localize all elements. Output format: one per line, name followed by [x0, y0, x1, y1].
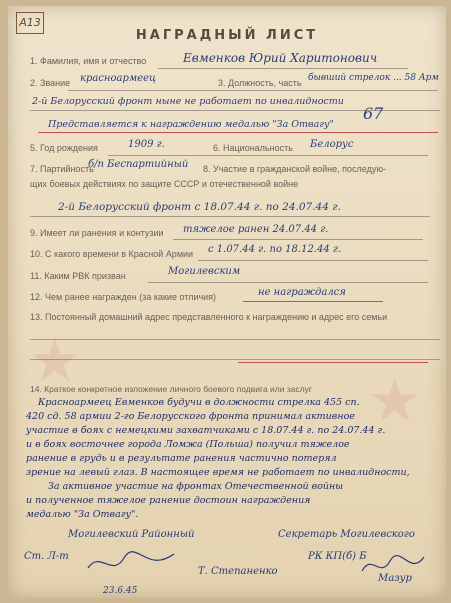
signature-scribble-right	[358, 551, 428, 581]
field-13-label: 13. Постоянный домашний адрес представленного к награждению и адрес его семьи	[30, 312, 388, 322]
field-5-6-rule	[108, 155, 428, 156]
field-13-rule-1	[30, 339, 440, 340]
narrative-line: Красноармеец Евменков будучи в должности стрелка 455 сп.	[38, 397, 360, 408]
field-3-rule-1	[68, 90, 438, 91]
field-2-value: красноармеец	[80, 73, 157, 84]
narrative-line: медалью "За Отвагу".	[26, 509, 139, 520]
field-11-rule	[148, 282, 428, 283]
field-3-red-underline	[38, 132, 438, 133]
award-sheet	[8, 6, 446, 598]
signature-scribble-left	[86, 544, 176, 580]
signature-right-name: Мазур	[378, 573, 412, 584]
field-1-label: 1. Фамилия, имя и отчество	[30, 56, 147, 66]
field-12-red-underline	[243, 301, 383, 302]
field-8-value: 2-й Белорусский фронт с 18.07.44 г. по 24.07.44 г.	[58, 201, 341, 213]
field-8-label-2: щих боевых действиях по защите СССР и отечественной войне	[30, 179, 299, 189]
field-6-value: Белорус	[310, 139, 354, 150]
field-9-rule	[173, 239, 423, 240]
field-13-rule-2	[30, 359, 440, 360]
field-3-value-3: Представляется к награждению медалью "За Отвагу"	[48, 119, 334, 130]
field-8-rule	[30, 216, 430, 217]
field-1-rule	[158, 68, 408, 69]
field-1-value: Евменков Юрий Харитонович	[183, 51, 378, 65]
field-7-value: б/п Беспартийный	[88, 159, 189, 170]
field-14-label: 14. Краткое конкретное изложение личного боевого подвига или заслуг	[30, 384, 313, 394]
signature-date: 23.6.45	[103, 586, 138, 596]
faint-star-stamp: ★	[28, 326, 82, 396]
field-2-label: 2. Звание	[30, 78, 71, 88]
field-9-value: тяжелое ранен 24.07.44 г.	[183, 224, 329, 235]
signature-left-title: Могилевский Районный	[68, 529, 195, 540]
faint-star-stamp-2: ★	[368, 366, 422, 436]
signature-left-name: Т. Степаненко	[198, 566, 278, 577]
signature-right-sub: РК КП(б) Б	[308, 551, 367, 562]
narrative-line: и в боях восточнее города Ломжа (Польша) получил тяжелое	[26, 439, 350, 450]
field-12-value: не награждался	[258, 287, 346, 298]
field-10-label: 10. С какого времени в Красной Армии	[30, 249, 194, 259]
field-11-value: Могилевским	[168, 266, 241, 277]
field-5-label: 5. Год рождения	[30, 143, 98, 153]
field-9-label: 9. Имеет ли ранения и контузии	[30, 228, 164, 238]
narrative-line: 420 сд. 58 армии 2-го Белорусского фронта принимал активное	[26, 411, 355, 422]
field-10-value: с 1.07.44 г. по 18.12.44 г.	[208, 244, 342, 255]
field-8-label: 8. Участие в гражданской войне, последую-	[203, 164, 387, 174]
field-5-value: 1909 г.	[128, 139, 165, 150]
field-7-label: 7. Партийность	[30, 164, 94, 174]
signature-right-title: Секретарь Могилевского	[278, 529, 415, 540]
corner-stamp: A13	[16, 12, 44, 34]
field-10-rule	[198, 260, 428, 261]
field-12-label: 12. Чем ранее награжден (за какие отличия)	[30, 292, 217, 302]
narrative-line: ранение в грудь и в результате ранения частично потерял	[26, 453, 337, 464]
field-13-red-mark	[238, 362, 428, 363]
field-3-label: 3. Должность, часть	[218, 78, 302, 88]
field-11-label: 11. Каким РВК призван	[30, 271, 126, 281]
narrative-line: и полученное тяжелое ранение достоин награждения	[26, 495, 311, 506]
document-title: НАГРАДНЫЙ ЛИСТ	[135, 28, 319, 43]
narrative-line: За активное участие на фронтах Отечественной войны	[48, 481, 344, 492]
signature-left-sub: Ст. Л-т	[24, 551, 69, 562]
field-3-value: бывший стрелок ... 58 Арм	[308, 73, 439, 83]
narrative-line: участие в боях с немецкими захватчиками с 18.07.44 г. по 24.07.44 г.	[26, 425, 386, 436]
narrative-line: зрение на левый глаз. В настоящее время не работает по инвалидности,	[26, 467, 410, 478]
field-3-value-2: 2-й Белорусский фронт ныне не работает по инвалидности	[32, 96, 344, 107]
field-6-label: 6. Национальность	[213, 143, 293, 153]
number-mark: 67	[363, 104, 384, 123]
